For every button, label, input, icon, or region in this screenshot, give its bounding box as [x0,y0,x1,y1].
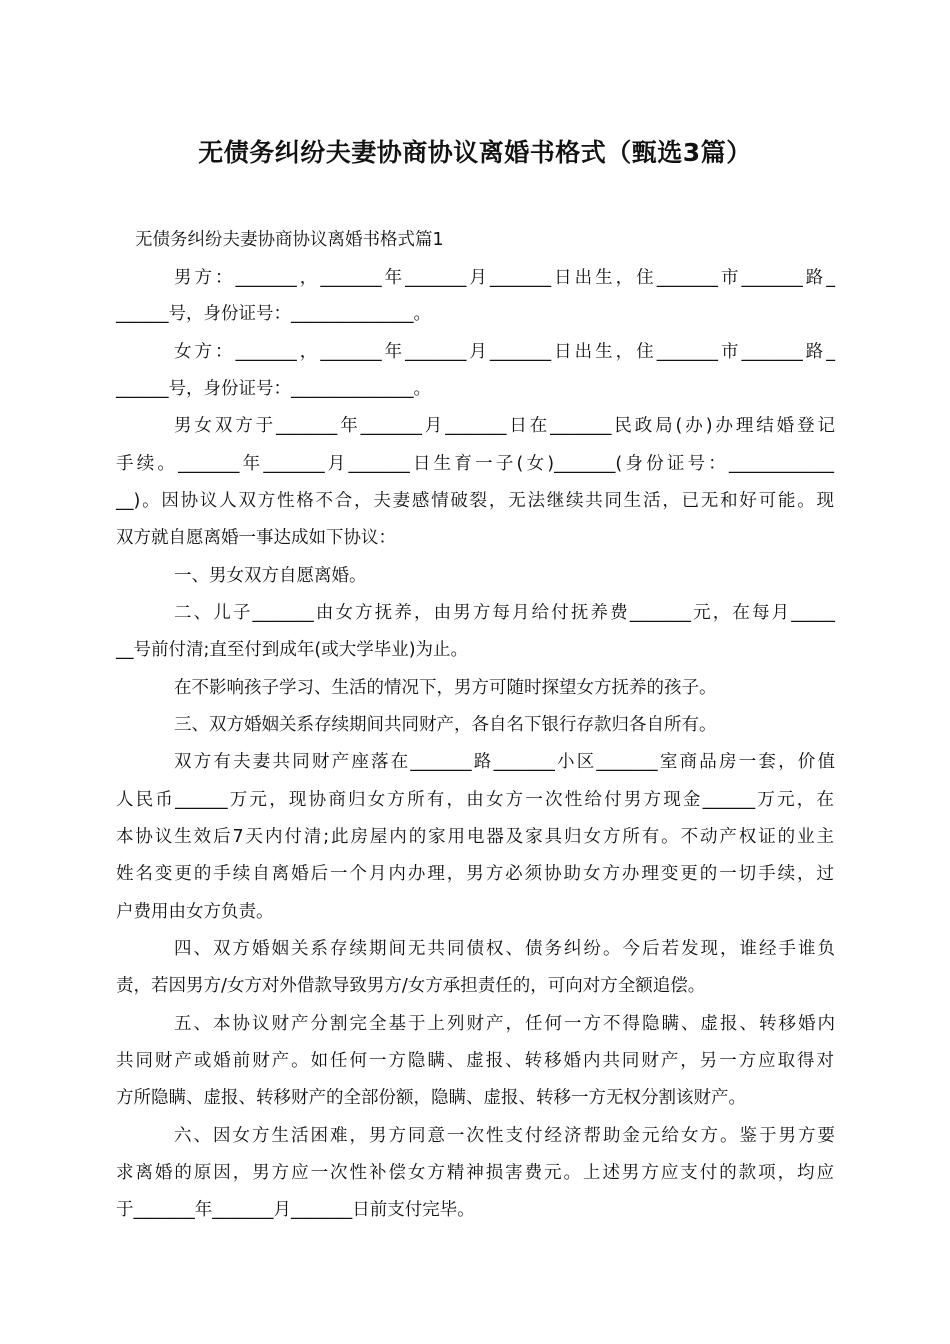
text-line: 在不影响孩子学习、生活的情况下，男方可随时探望女方抚养的孩子。 [174,678,717,698]
text-line: 双方有夫妻共同财产座落在_______路_______小区_______室商品房一套，价值 [174,752,835,772]
text-line: 男女双方于_______年_______月_______日在_______民政局(办)办理结婚登记 [174,416,835,436]
text-line: 四、双方婚姻关系存续期间无共同债权、债务纠纷。今后若发现，谁经手谁负 [174,939,835,959]
text-line: 责，若因男方/女方对外借款导致男方/女方承担责任的，可向对方全额追偿。 [116,976,706,996]
text-line: 五、本协议财产分割完全基于上列财产，任何一方不得隐瞒、虚报、转移婚内 [174,1014,835,1034]
section-heading: 无债务纠纷夫妻协商协议离婚书格式篇1 [135,230,444,250]
text-line: 方所隐瞒、虚报、转移财产的全部份额，隐瞒、虚报、转移一方无权分割该财产。 [116,1088,746,1108]
text-line: 求离婚的原因，男方应一次性补偿女方精神损害费元。上述男方应支付的款项，均应 [116,1163,834,1183]
text-line: 于_______年_______月_______日前支付完毕。 [116,1200,475,1220]
text-line: 三、双方婚姻关系存续期间共同财产，各自名下银行存款归各自所有。 [174,715,717,735]
text-line: 女方：_______，_______年_______月_______日出生，住_______市_______路_ [174,342,835,362]
text-line: 户费用由女方负责。 [116,902,274,922]
text-line: 姓名变更的手续自离婚后一个月内办理，男方必须协助女方办理变更的一切手续，过 [116,864,834,884]
text-line: 一、男女双方自愿离婚。 [174,566,367,586]
text-line: ______号，身份证号：______________。 [116,304,431,324]
text-line: 手续。_______年_______月_______日生育一子(女)_______(身份证号：____________ [116,454,834,474]
text-line: 二、儿子_______由女方抚养，由男方每月给付抚养费_______元，在每月_____ [174,603,835,623]
text-line: __)。因协议人双方性格不合，夫妻感情破裂，无法继续共同生活，已无和好可能。现 [116,491,834,511]
text-line: 共同财产或婚前财产。如任何一方隐瞒、虚报、转移婚内共同财产，另一方应取得对 [116,1051,834,1071]
text-line: 人民币______万元，现协商归女方所有，由女方一次性给付男方现金______万元，在 [116,790,834,810]
text-line: ______号，身份证号：______________。 [116,379,431,399]
text-line: 双方就自愿离婚一事达成如下协议： [116,528,396,548]
text-line: 男方：_______，_______年_______月_______日出生，住_______市_______路_ [174,268,835,288]
text-line: __号前付清;直至付到成年(或大学毕业)为止。 [116,640,469,660]
text-line: 六、因女方生活困难，男方同意一次性支付经济帮助金元给女方。鉴于男方要 [174,1126,835,1146]
document-title: 无债务纠纷夫妻协商协议离婚书格式（甄选3篇） [198,138,752,167]
text-line: 本协议生效后7天内付清;此房屋内的家用电器及家具归女方所有。不动产权证的业主 [116,827,834,847]
